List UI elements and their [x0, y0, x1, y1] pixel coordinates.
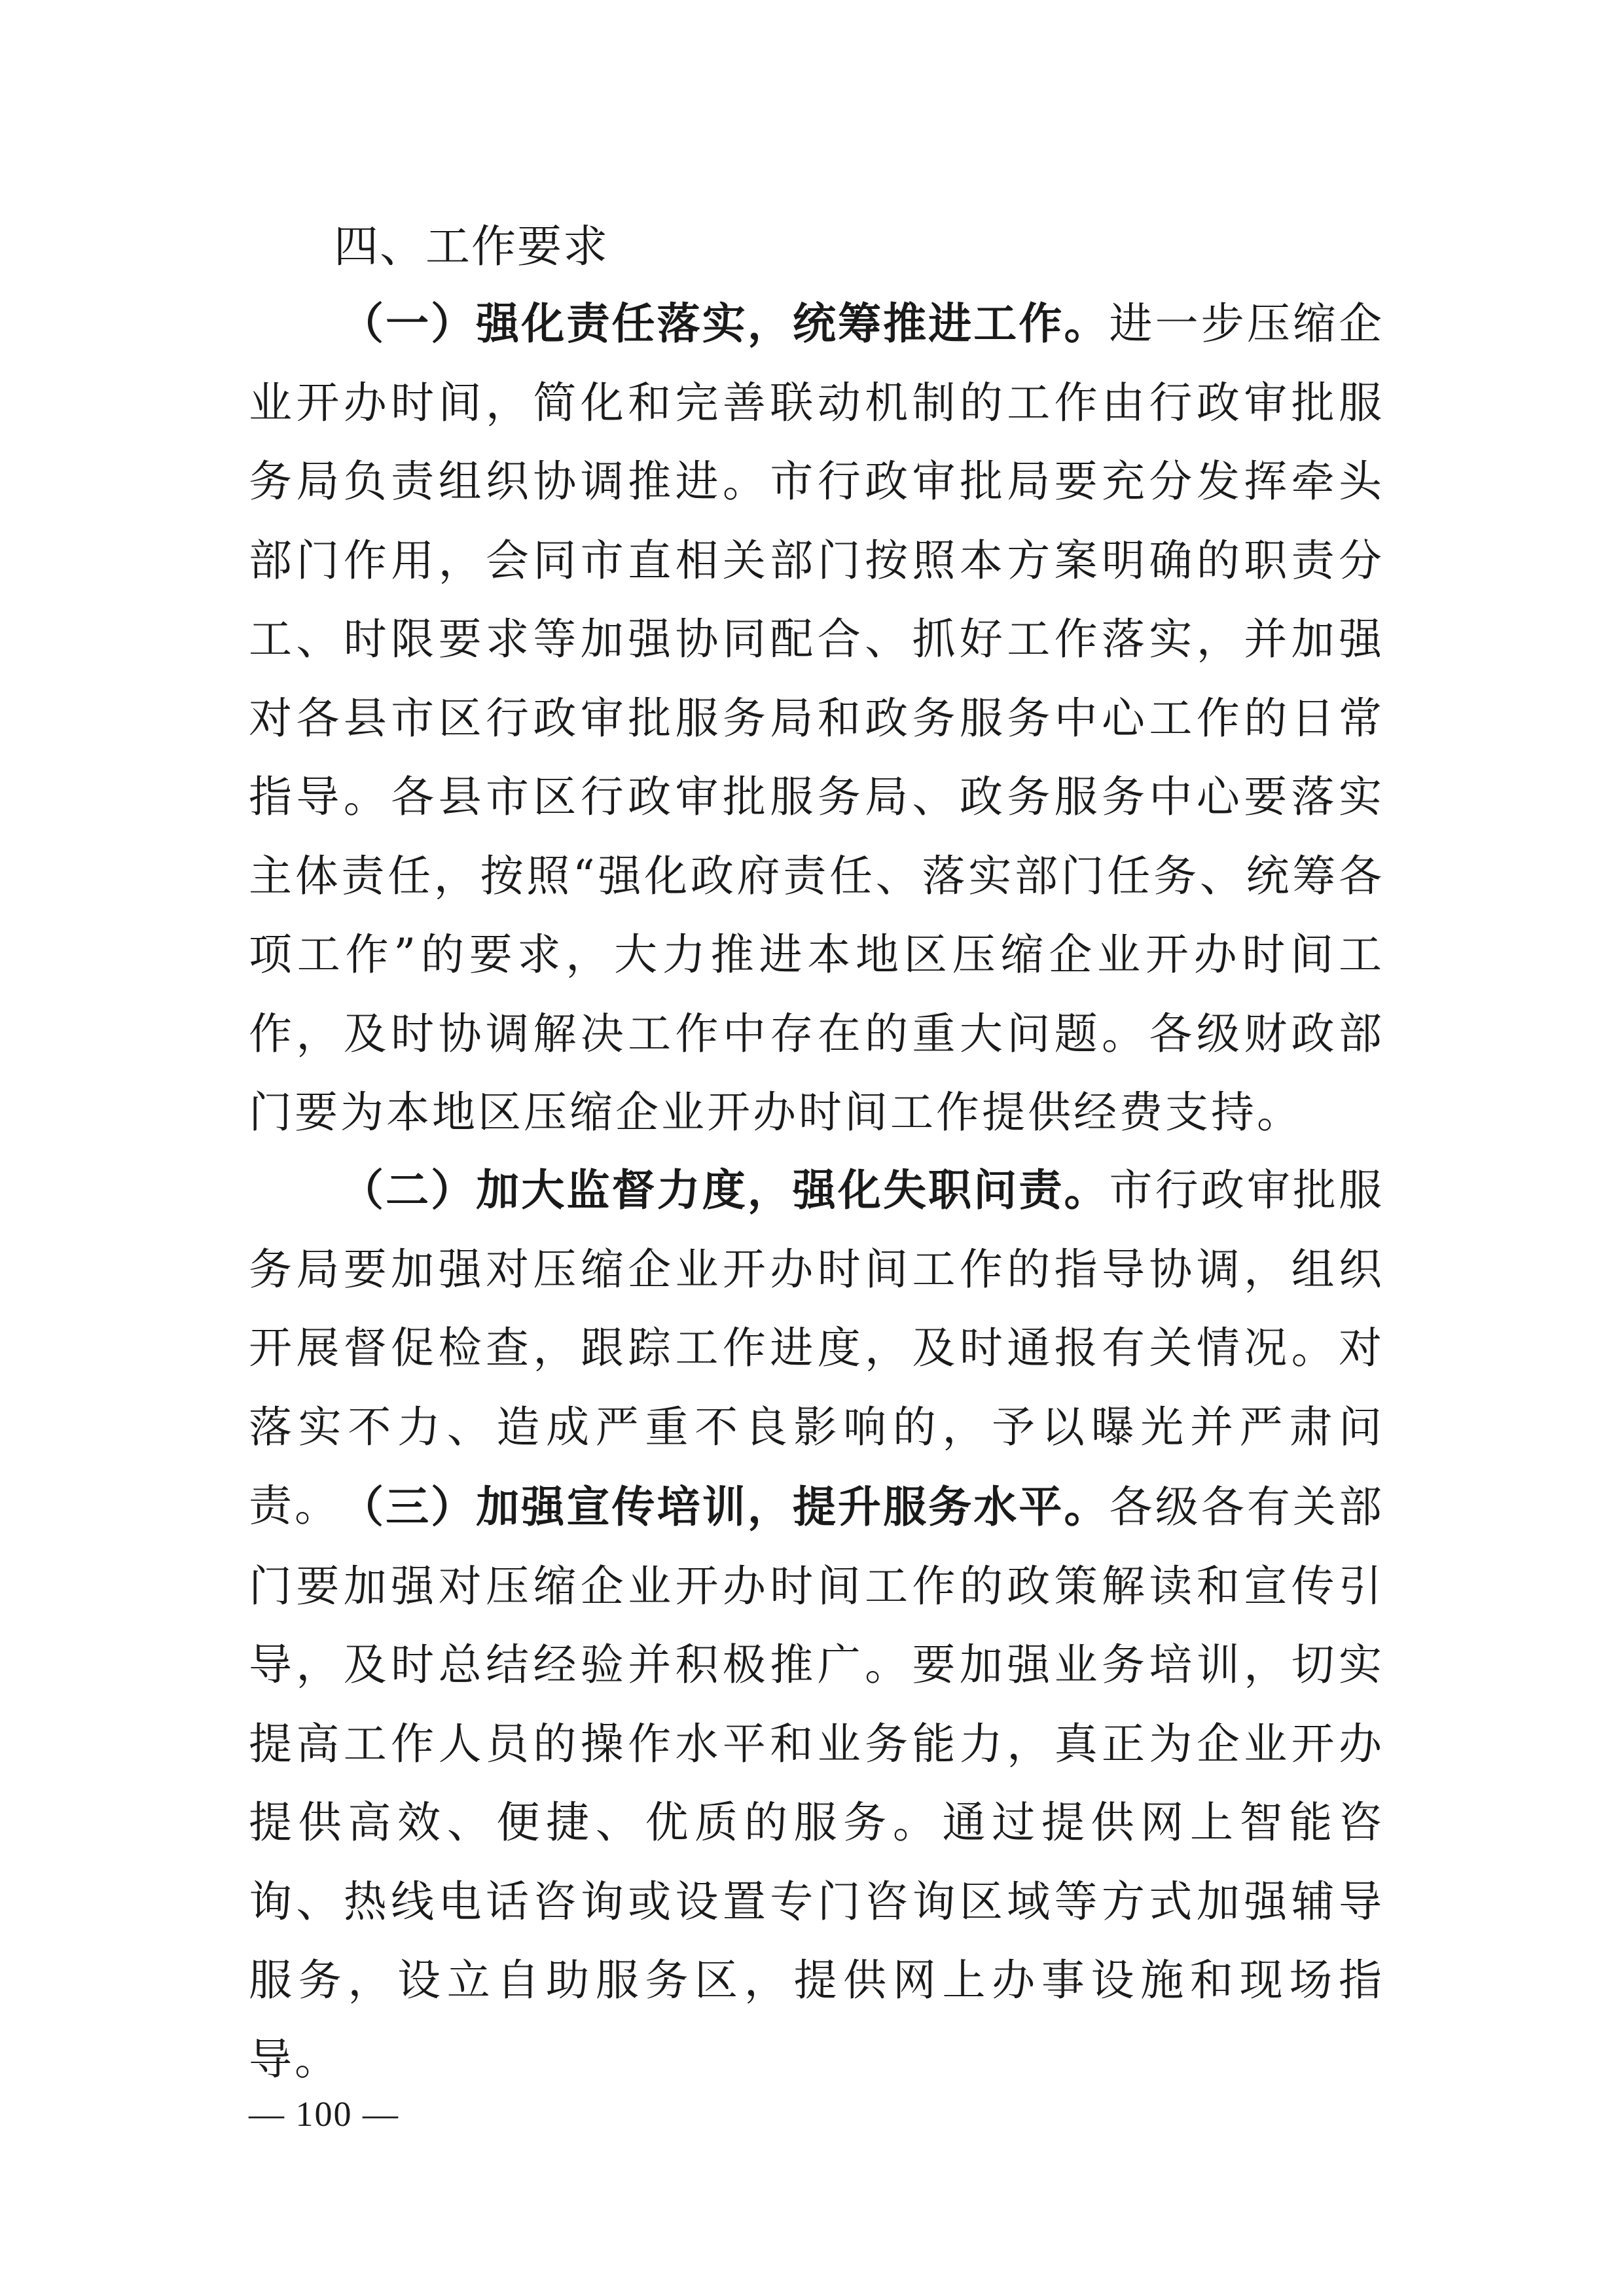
paragraph-lead: （一）强化责任落实，统筹推进工作。 [340, 298, 1110, 349]
paragraph-body: 进一步压缩企业开办时间，简化和完善联动机制的工作由行政审批服务局负责组织协调推进。市行政审批局要充分发挥牵头部门作用，会同市直相关部门按照本方案明确的职责分工、时限要求等加强协同配合、抓好工作落实，并加强对各县市区行政审批服务局和政务服务中心工作的日常指导。各县市区行政审批服务局、政务服务中心要落实主体责任，按照“强化政府责任、落实部门任务、统筹各项工作”的要求，大力推进本地区压缩企业开办时间工作，及时协调解决工作中存在的重大问题。各级财政部门要为本地区压缩企业开办时间工作提供经费支持。 [249, 298, 1385, 1138]
paragraph-body: 各级各有关部门要加强对压缩企业开办时间工作的政策解读和宣传引导，及时总结经验并积极推广。要加强业务培训，切实提高工作人员的操作水平和业务能力，真正为企业开办提供高效、便捷、优质的服务。通过提供网上智能咨询、热线电话咨询或设置专门咨询区域等方式加强辅导服务，设立自助服务区，提供网上办事设施和现场指导。 [249, 1482, 1385, 2085]
paragraph-body: 市行政审批服务局要加强对压缩企业开办时间工作的指导协调，组织开展督促检查，跟踪工作进度，及时通报有关情况。对落实不力、造成严重不良影响的，予以曝光并严肃问责。 [249, 1165, 1385, 1531]
section-heading: 四、工作要求 [334, 221, 609, 273]
page-number: — 100 — [249, 2094, 399, 2134]
paragraph-lead: （三）加强宣传培训，提升服务水平。 [340, 1482, 1110, 1532]
paragraph-responsibility [249, 285, 1384, 1153]
paragraph-lead: （二）加大监督力度，强化失职问责。 [340, 1165, 1110, 1215]
paragraph-training [249, 1468, 1384, 2099]
